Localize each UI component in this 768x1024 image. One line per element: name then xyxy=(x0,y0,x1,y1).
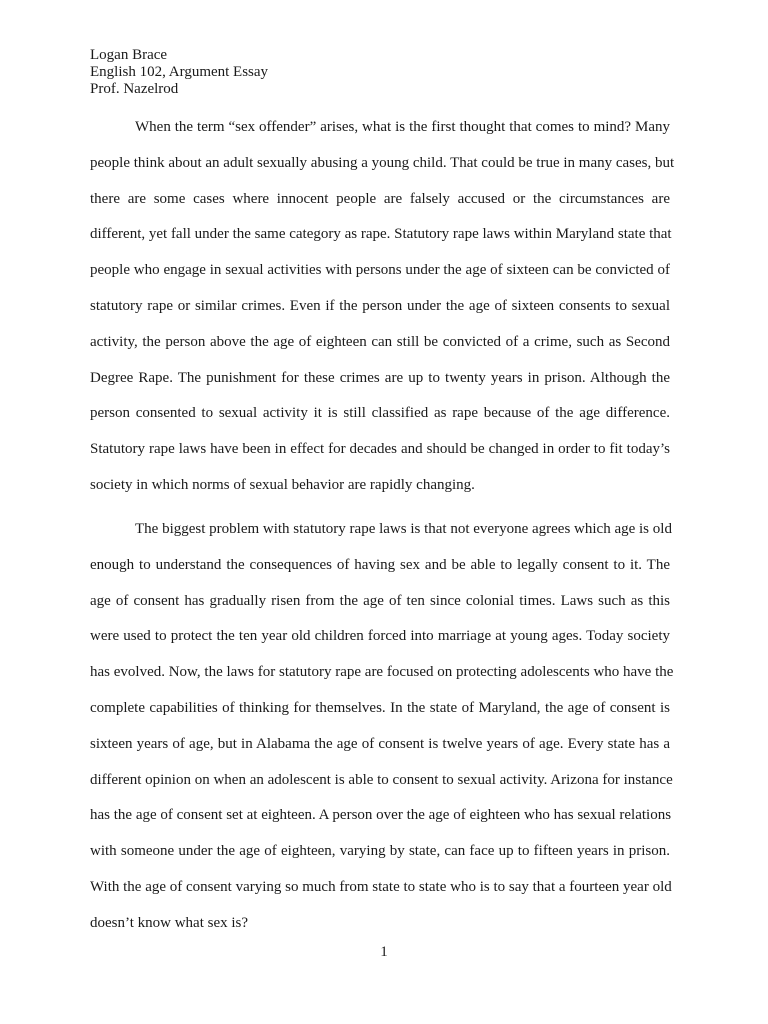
paragraph-line: age of consent has gradually risen from the age of ten since colonial times. Laws such as this xyxy=(90,592,670,609)
paragraph-line: enough to understand the consequences of having sex and be able to legally consent to it. The xyxy=(90,556,670,573)
paragraph-1 xyxy=(90,117,675,511)
paragraph-line: complete capabilities of thinking for themselves. In the state of Maryland, the age of consent is xyxy=(90,699,670,716)
paragraph-line: different opinion on when an adolescent is able to consent to sexual activity. Arizona for instance xyxy=(90,771,673,788)
professor-name: Prof. Nazelrod xyxy=(90,81,179,97)
course-name: English 102, Argument Essay xyxy=(90,64,269,80)
paragraph-line: different, yet fall under the same category as rape. Statutory rape laws within Maryland state that xyxy=(90,226,672,243)
paragraph-line: statutory rape or similar crimes. Even if the person under the age of sixteen consents to sexual xyxy=(90,297,670,314)
paragraph-line: When the term “sex offender” arises, what is the first thought that comes to mind? Many xyxy=(135,119,670,135)
author-name: Logan Brace xyxy=(90,47,168,63)
paragraph-2 xyxy=(90,519,674,949)
essay-heading xyxy=(90,47,268,98)
paragraph-line: activity, the person above the age of eighteen can still be convicted of a crime, such as Second xyxy=(90,333,670,350)
paragraph-line: With the age of consent varying so much from state to state who is to say that a fourteen year old xyxy=(90,878,672,895)
paragraph-line: has evolved. Now, the laws for statutory rape are focused on protecting adolescents who have the xyxy=(90,664,674,681)
paragraph-line: sixteen years of age, but in Alabama the age of consent is twelve years of age. Every state has a xyxy=(90,735,670,752)
paragraph-line: doesn’t know what sex is? xyxy=(90,914,249,931)
paragraph-line: were used to protect the ten year old children forced into marriage at young ages. Today society xyxy=(90,628,670,645)
paragraph-line: society in which norms of sexual behavior are rapidly changing. xyxy=(90,476,475,493)
paragraph-line: person consented to sexual activity it is still classified as rape because of the age difference. xyxy=(90,405,670,422)
paragraph-line: with someone under the age of eighteen, varying by state, can face up to fifteen years in prison. xyxy=(90,843,670,860)
paragraph-line: people think about an adult sexually abusing a young child. That could be true in many cases, but xyxy=(90,154,675,171)
paragraph-line: has the age of consent set at eighteen. A person over the age of eighteen who has sexual relations xyxy=(90,807,672,824)
page-number: 1 xyxy=(380,944,388,960)
paragraph-line: there are some cases where innocent people are falsely accused or the circumstances are xyxy=(90,190,670,207)
paragraph-line: Degree Rape. The punishment for these crimes are up to twenty years in prison. Although the xyxy=(90,369,670,386)
paragraph-line: The biggest problem with statutory rape laws is that not everyone agrees which age is old xyxy=(135,521,672,537)
paragraph-line: Statutory rape laws have been in effect for decades and should be changed in order to fit today’s xyxy=(90,441,670,458)
paragraph-line: people who engage in sexual activities with persons under the age of sixteen can be convicted of xyxy=(90,262,670,279)
